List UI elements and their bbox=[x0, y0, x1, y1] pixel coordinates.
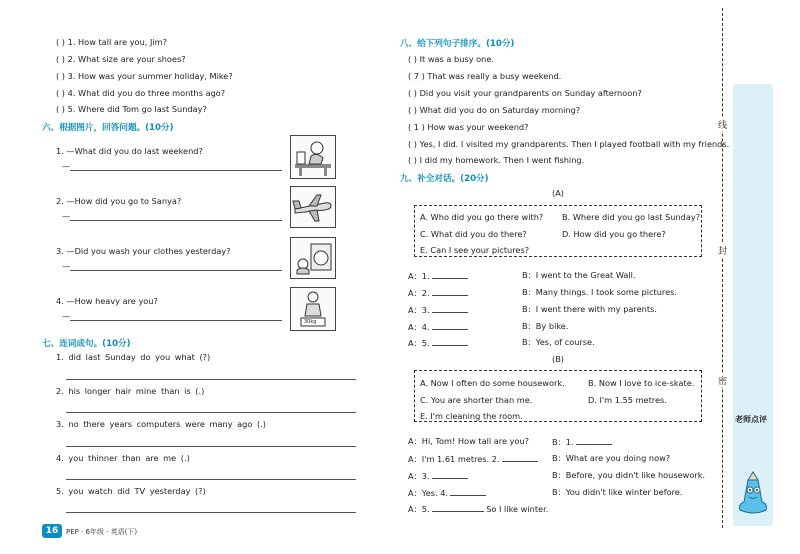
question-1: ( ) 1. How tall are you, Jim? bbox=[56, 37, 167, 47]
picture-homework bbox=[290, 135, 336, 179]
blank-a4[interactable] bbox=[432, 321, 468, 330]
blank-a3[interactable] bbox=[432, 304, 468, 313]
sentence-2: 2. his longer hair mine than is (.) bbox=[56, 386, 205, 396]
picture-question-4: 4. —How heavy are you? bbox=[56, 296, 158, 306]
sentence-line-2[interactable] bbox=[66, 412, 356, 413]
blank-a2[interactable] bbox=[432, 287, 468, 296]
teacher-comment-panel bbox=[733, 84, 773, 526]
answer-line-3[interactable] bbox=[70, 270, 282, 271]
section-6-title: 六、根据图片，回答问题。(10分) bbox=[42, 123, 174, 133]
dialog-b-b-line-3: B：Before, you didn't like housework. bbox=[552, 470, 706, 480]
part-a-option-b: B. Where did you go last Sunday? bbox=[562, 212, 701, 222]
order-item-6: ( ) Yes, I did. I visited my grandparents. Then I played football with my friends. bbox=[408, 139, 730, 149]
part-b-option-b: B. Now I love to ice-skate. bbox=[588, 378, 695, 388]
answer-line-2[interactable] bbox=[70, 220, 282, 221]
sentence-line-4[interactable] bbox=[66, 479, 356, 480]
footer-text: PEP · 6年级 · 英语(下) bbox=[66, 528, 138, 536]
answer-dash-2: — bbox=[62, 211, 71, 221]
blank-b3[interactable] bbox=[432, 470, 468, 479]
washing-machine-icon bbox=[291, 238, 335, 278]
answer-line-4[interactable] bbox=[70, 320, 282, 321]
dialog-a-line-3: A：3. bbox=[408, 304, 468, 316]
dialog-a-line-1: A：1. bbox=[408, 270, 468, 282]
part-b-label: (B) bbox=[552, 354, 565, 364]
part-a-option-d: D. How did you go there? bbox=[562, 229, 666, 239]
binding-line bbox=[722, 8, 723, 528]
answer-dash-1: — bbox=[62, 161, 71, 171]
picture-question-2: 2. —How did you go to Sanya? bbox=[56, 196, 182, 206]
sentence-line-1[interactable] bbox=[66, 379, 356, 380]
pencil-mascot-icon bbox=[734, 470, 772, 520]
dialog-b-line-2: B：Many things. I took some pictures. bbox=[522, 287, 677, 297]
binding-char-2: 封 bbox=[718, 244, 727, 257]
binding-char-3: 密 bbox=[718, 374, 727, 387]
part-a-option-a: A. Who did you go there with? bbox=[420, 212, 544, 222]
dialog-a-line-2: A：2. bbox=[408, 287, 468, 299]
blank-b2[interactable] bbox=[502, 453, 538, 462]
part-b-option-c: C. You are shorter than me. bbox=[420, 395, 533, 405]
sentence-line-3[interactable] bbox=[66, 446, 356, 447]
order-item-5: ( 1 ) How was your weekend? bbox=[408, 122, 529, 132]
picture-question-3: 3. —Did you wash your clothes yesterday? bbox=[56, 246, 231, 256]
dialog-a-line-5: A：5. bbox=[408, 337, 468, 349]
blank-a1[interactable] bbox=[432, 270, 468, 279]
binding-char-1: 线 bbox=[718, 118, 727, 131]
picture-washing bbox=[290, 237, 336, 279]
order-item-3: ( ) Did you visit your grandparents on Sunday afternoon? bbox=[408, 88, 642, 98]
dialog-a-line-4: A：4. bbox=[408, 321, 468, 333]
sentence-5: 5. you watch did TV yesterday (?) bbox=[56, 486, 206, 496]
dialog-b-line-4: B：By bike. bbox=[522, 321, 569, 331]
question-4: ( ) 4. What did you do three months ago? bbox=[56, 88, 226, 98]
page-number-badge: 16 bbox=[42, 524, 62, 538]
order-item-2: ( 7 ) That was really a busy weekend. bbox=[408, 71, 562, 81]
dialog-b-a-line-3: A：3. bbox=[408, 470, 468, 482]
picture-plane bbox=[290, 186, 336, 228]
blank-b4[interactable] bbox=[450, 487, 486, 496]
part-a-option-c: C. What did you do there? bbox=[420, 229, 527, 239]
person-at-desk-icon bbox=[291, 136, 335, 178]
sentence-1: 1. did last Sunday do you what (?) bbox=[56, 352, 211, 362]
teacher-comment-label: 老师点评 bbox=[735, 415, 767, 424]
part-a-option-e: E. Can I see your pictures? bbox=[420, 245, 530, 255]
section-8-title: 八、给下列句子排序。(10分) bbox=[400, 39, 515, 49]
part-b-option-e: E. I'm cleaning the room. bbox=[420, 411, 523, 421]
dialog-b-a-line-2: A：I'm 1.61 metres. 2. bbox=[408, 453, 538, 465]
sentence-3: 3. no there years computers were many ago (.) bbox=[56, 419, 266, 429]
dialog-b-b-line-1: B：1. bbox=[552, 436, 612, 448]
picture-scale bbox=[290, 287, 336, 331]
dialog-b-a-line-4: A：Yes. 4. bbox=[408, 487, 486, 499]
blank-b1[interactable] bbox=[576, 436, 612, 445]
dialog-b-line-5: B：Yes, of course. bbox=[522, 337, 595, 347]
sentence-line-5[interactable] bbox=[66, 512, 356, 513]
order-item-1: ( ) It was a busy one. bbox=[408, 54, 494, 64]
part-b-option-d: D. I'm 1.55 metres. bbox=[588, 395, 667, 405]
picture-question-1: 1. —What did you do last weekend? bbox=[56, 146, 203, 156]
blank-b5[interactable] bbox=[432, 503, 484, 512]
question-3: ( ) 3. How was your summer holiday, Mike? bbox=[56, 71, 233, 81]
answer-line-1[interactable] bbox=[70, 170, 282, 171]
part-a-label: (A) bbox=[552, 188, 564, 198]
part-b-option-a: A. Now I often do some housework. bbox=[420, 378, 565, 388]
question-5: ( ) 5. Where did Tom go last Sunday? bbox=[56, 104, 207, 114]
sentence-4: 4. you thinner than are me (.) bbox=[56, 453, 190, 463]
answer-dash-3: — bbox=[62, 261, 71, 271]
dialog-b-line-3: B：I went there with my parents. bbox=[522, 304, 657, 314]
blank-a5[interactable] bbox=[432, 337, 468, 346]
dialog-b-a-line-1: A：Hi, Tom! How tall are you? bbox=[408, 436, 529, 446]
question-2: ( ) 2. What size are your shoes? bbox=[56, 54, 186, 64]
dialog-b-a-line-5: A：5. So I like winter. bbox=[408, 504, 549, 514]
dialog-b-b-line-2: B：What are you doing now? bbox=[552, 453, 671, 463]
scale-reading: 30kg bbox=[304, 319, 317, 325]
order-item-4: ( ) What did you do on Saturday morning? bbox=[408, 105, 581, 115]
dialog-b-b-line-4: B：You didn't like winter before. bbox=[552, 487, 683, 497]
section-7-title: 七、连词成句。(10分) bbox=[42, 339, 131, 349]
answer-dash-4: — bbox=[62, 311, 71, 321]
airplane-icon bbox=[291, 187, 335, 227]
order-item-7: ( ) I did my homework. Then I went fishing. bbox=[408, 155, 585, 165]
section-9-title: 九、补全对话。(20分) bbox=[400, 174, 489, 184]
dialog-b-line-1: B：I went to the Great Wall. bbox=[522, 270, 636, 280]
